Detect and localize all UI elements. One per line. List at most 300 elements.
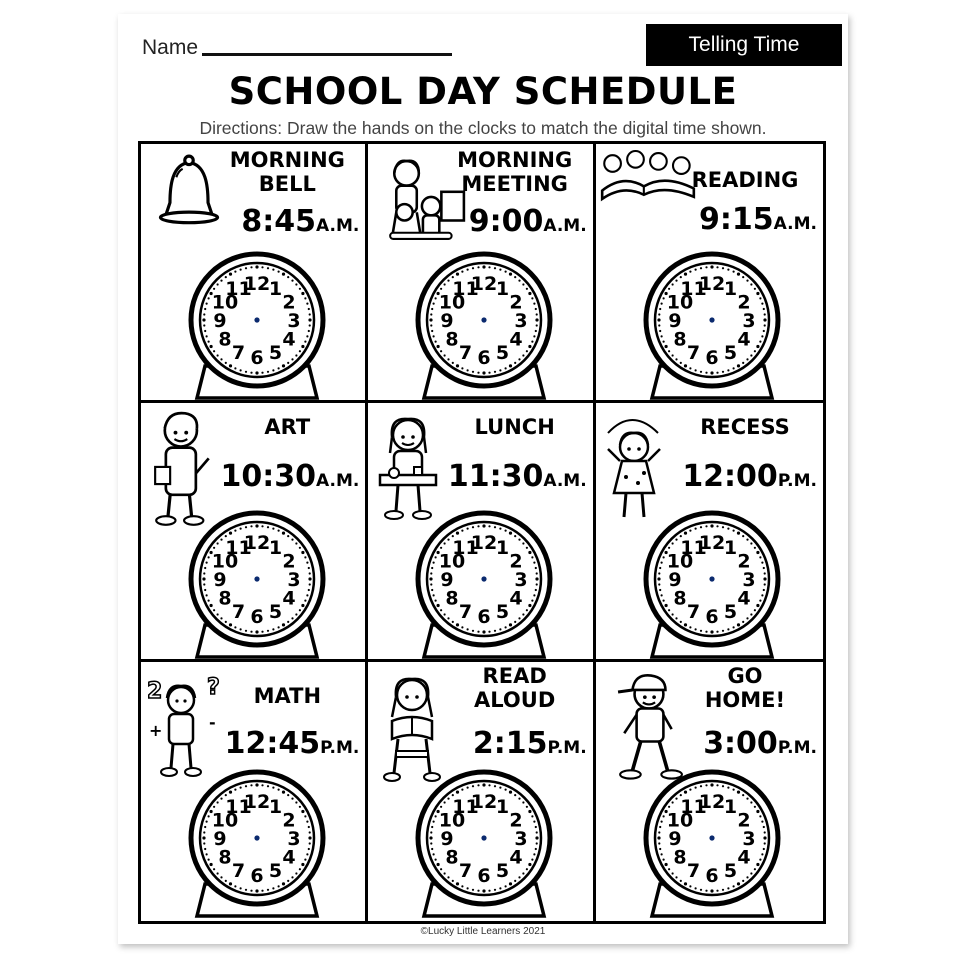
minute-tick xyxy=(483,783,486,786)
clock-number-9: 9 xyxy=(668,310,682,332)
minute-tick xyxy=(657,318,660,321)
minute-tick xyxy=(505,530,507,532)
minute-tick xyxy=(433,303,435,305)
minute-tick xyxy=(529,345,532,348)
minute-tick xyxy=(245,630,247,632)
minute-tick xyxy=(536,831,538,833)
minute-tick xyxy=(217,354,219,356)
minute-tick xyxy=(519,280,521,282)
minute-tick xyxy=(668,288,670,290)
minute-tick xyxy=(448,876,450,878)
minute-tick xyxy=(759,556,761,558)
activity-title xyxy=(445,415,585,439)
activity-title xyxy=(445,148,585,196)
clock-number-2: 2 xyxy=(737,291,751,314)
minute-tick xyxy=(500,528,502,530)
digital-time-digits: 12:00 xyxy=(682,459,778,494)
minute-tick xyxy=(308,848,310,850)
clock-number-8: 8 xyxy=(218,328,232,351)
minute-tick xyxy=(308,577,311,580)
minute-tick xyxy=(694,628,696,630)
clock-number-1: 1 xyxy=(723,796,737,818)
minute-tick xyxy=(659,308,661,310)
minute-tick xyxy=(304,297,306,299)
minute-tick xyxy=(737,791,740,794)
minute-tick xyxy=(662,297,664,299)
clock-number-1: 1 xyxy=(496,796,510,818)
minute-tick xyxy=(234,626,236,628)
minute-tick xyxy=(710,783,713,786)
minute-tick xyxy=(534,335,536,337)
clock-number-12: 12 xyxy=(243,532,271,554)
minute-tick xyxy=(763,313,765,315)
minute-tick xyxy=(750,613,752,615)
minute-tick xyxy=(250,266,252,268)
clock-number-10: 10 xyxy=(666,291,693,314)
digital-time-meridiem: A.M. xyxy=(773,214,817,234)
minute-tick xyxy=(759,815,761,817)
minute-tick xyxy=(722,371,724,373)
svg-text:?: ? xyxy=(207,675,220,700)
minute-tick xyxy=(675,617,677,619)
copyright-footer: ©Lucky Little Learners 2021 xyxy=(420,926,546,937)
clock-number-3: 3 xyxy=(287,828,301,850)
minute-tick xyxy=(272,528,274,530)
minute-tick xyxy=(494,526,496,528)
minute-tick xyxy=(213,350,215,352)
minute-tick xyxy=(287,794,289,796)
minute-tick xyxy=(217,542,219,544)
clock-number-11: 11 xyxy=(679,278,707,300)
minute-tick xyxy=(753,547,755,549)
minute-tick xyxy=(762,567,764,569)
minute-tick xyxy=(500,887,502,889)
minute-tick xyxy=(467,269,469,271)
clock-number-7: 7 xyxy=(459,342,473,364)
minute-tick xyxy=(534,594,536,596)
activity-title-line: LUNCH xyxy=(474,415,555,439)
minute-tick xyxy=(308,826,310,828)
schedule-grid xyxy=(138,141,826,924)
minute-tick xyxy=(472,785,474,787)
minute-tick xyxy=(287,880,289,882)
clock-number-9: 9 xyxy=(668,569,682,591)
digital-time-meridiem: P.M. xyxy=(777,471,817,491)
clock-number-5: 5 xyxy=(268,342,283,364)
minute-tick xyxy=(431,589,433,591)
directions-text: Directions: Draw the hands on the clocks to match the digital time shown. xyxy=(199,118,767,138)
clock-number-6: 6 xyxy=(250,347,264,369)
minute-tick xyxy=(431,567,433,569)
clock-number-3: 3 xyxy=(514,310,528,332)
minute-tick xyxy=(737,364,740,367)
clock-number-12: 12 xyxy=(471,791,498,813)
clock-number-2: 2 xyxy=(737,550,751,573)
minute-tick xyxy=(452,621,454,623)
minute-tick xyxy=(213,609,215,611)
minute-tick xyxy=(210,345,213,348)
minute-tick xyxy=(203,313,205,315)
minute-tick xyxy=(261,890,263,892)
clock-number-4: 4 xyxy=(737,846,751,869)
minute-tick xyxy=(208,600,210,602)
clock-number-2: 2 xyxy=(509,291,523,314)
minute-tick xyxy=(444,354,446,356)
minute-tick xyxy=(261,631,263,633)
minute-tick xyxy=(299,609,301,611)
minute-tick xyxy=(433,335,435,337)
minute-tick xyxy=(467,628,469,630)
minute-tick xyxy=(523,613,525,615)
minute-tick xyxy=(494,371,496,373)
minute-tick xyxy=(746,876,748,878)
clock-center-dot xyxy=(254,576,259,581)
minute-tick xyxy=(240,528,242,530)
minute-tick xyxy=(272,628,274,630)
minute-tick xyxy=(267,526,269,528)
schedule-cell-6 xyxy=(596,403,823,662)
minute-tick xyxy=(472,889,474,891)
digital-time-meridiem: A.M. xyxy=(316,471,360,491)
minute-tick xyxy=(750,354,752,356)
minute-tick xyxy=(526,547,528,549)
minute-tick xyxy=(671,801,673,803)
minute-tick xyxy=(431,313,433,315)
minute-tick xyxy=(440,609,442,611)
minute-tick xyxy=(240,269,242,271)
analog-clock-face[interactable] xyxy=(183,507,331,662)
minute-tick xyxy=(689,367,691,369)
clock-number-10: 10 xyxy=(666,809,693,832)
clock-number-10: 10 xyxy=(439,550,466,573)
minute-tick xyxy=(472,267,474,269)
minute-tick xyxy=(250,525,252,527)
minute-tick xyxy=(536,313,538,315)
activity-title xyxy=(675,664,815,712)
minute-tick xyxy=(763,831,765,833)
minute-tick xyxy=(291,798,293,800)
minute-tick xyxy=(494,630,496,632)
minute-tick xyxy=(668,350,670,352)
schedule-cell-2 xyxy=(368,144,595,403)
minute-tick xyxy=(240,887,242,889)
minute-tick xyxy=(255,783,258,786)
minute-tick xyxy=(208,297,210,299)
minute-tick xyxy=(202,577,205,580)
minute-tick xyxy=(204,308,206,310)
bell-icon xyxy=(157,154,221,228)
minute-tick xyxy=(722,785,724,787)
minute-tick xyxy=(689,885,691,887)
minute-tick xyxy=(750,542,752,544)
minute-tick xyxy=(658,313,660,315)
minute-tick xyxy=(762,308,764,310)
clock-number-3: 3 xyxy=(742,310,756,332)
minute-tick xyxy=(722,267,724,269)
minute-tick xyxy=(505,789,507,791)
minute-tick xyxy=(700,267,702,269)
minute-tick xyxy=(514,794,516,796)
clock-number-4: 4 xyxy=(509,587,523,610)
minute-tick xyxy=(433,821,435,823)
minute-tick xyxy=(689,789,691,791)
minute-tick xyxy=(664,604,667,607)
clock-number-6: 6 xyxy=(477,606,491,628)
minute-tick xyxy=(435,297,437,299)
minute-tick xyxy=(206,821,208,823)
digital-time xyxy=(241,204,359,239)
digital-time-meridiem: A.M. xyxy=(543,216,587,236)
minute-tick xyxy=(440,288,442,290)
minute-tick xyxy=(710,889,713,892)
analog-clock-face[interactable] xyxy=(410,507,558,662)
minute-tick xyxy=(505,271,507,273)
minute-tick xyxy=(245,267,247,269)
clock-center-dot xyxy=(482,317,487,322)
minute-tick xyxy=(206,562,208,564)
clock-number-7: 7 xyxy=(231,342,246,364)
minute-tick xyxy=(727,369,729,371)
clock-number-9: 9 xyxy=(213,310,227,332)
minute-tick xyxy=(220,358,222,360)
minute-tick xyxy=(750,801,752,803)
minute-tick xyxy=(534,562,536,564)
minute-tick xyxy=(448,358,450,360)
digital-time xyxy=(469,204,587,239)
minute-tick xyxy=(658,842,660,844)
minute-tick xyxy=(272,369,274,371)
minute-tick xyxy=(213,806,215,808)
clock-number-4: 4 xyxy=(509,328,523,351)
minute-tick xyxy=(240,369,242,371)
clock-number-2: 2 xyxy=(737,809,751,832)
minute-tick xyxy=(306,335,308,337)
minute-tick xyxy=(462,885,464,887)
clock-center-dot xyxy=(254,835,259,840)
minute-tick xyxy=(299,547,301,549)
minute-tick xyxy=(448,798,450,800)
minute-tick xyxy=(456,273,459,276)
clock-number-6: 6 xyxy=(477,865,491,887)
minute-tick xyxy=(462,530,464,532)
minute-tick xyxy=(526,806,528,808)
minute-tick xyxy=(705,266,707,268)
minute-tick xyxy=(684,364,687,367)
minute-tick xyxy=(536,318,539,321)
minute-tick xyxy=(444,283,446,285)
clock-number-4: 4 xyxy=(737,587,751,610)
minute-tick xyxy=(722,889,724,891)
minute-tick xyxy=(710,371,713,374)
minute-tick xyxy=(762,330,764,332)
digital-time-digits: 9:15 xyxy=(699,202,774,237)
minute-tick xyxy=(500,369,502,371)
minute-tick xyxy=(489,890,491,892)
minute-tick xyxy=(737,882,740,885)
clock-number-8: 8 xyxy=(445,328,459,351)
clock-number-10: 10 xyxy=(211,291,239,314)
minute-tick xyxy=(710,524,713,527)
minute-tick xyxy=(742,276,744,278)
minute-tick xyxy=(694,269,696,271)
minute-tick xyxy=(245,371,247,373)
minute-tick xyxy=(202,836,205,839)
minute-tick xyxy=(304,859,306,861)
minute-tick xyxy=(657,577,660,580)
minute-tick xyxy=(213,288,215,290)
minute-tick xyxy=(763,577,766,580)
minute-tick xyxy=(448,539,450,541)
minute-tick xyxy=(662,600,664,602)
analog-clock-face[interactable] xyxy=(638,248,786,403)
minute-tick xyxy=(489,784,491,786)
minute-tick xyxy=(210,604,213,607)
minute-tick xyxy=(431,826,433,828)
clock-number-3: 3 xyxy=(742,828,756,850)
minute-tick xyxy=(536,583,538,585)
analog-clock-face[interactable] xyxy=(638,766,786,921)
analog-clock-face[interactable] xyxy=(410,248,558,403)
minute-tick xyxy=(737,273,740,276)
minute-tick xyxy=(727,628,729,630)
minute-tick xyxy=(659,330,661,332)
digital-time-digits: 8:45 xyxy=(241,204,317,239)
minute-tick xyxy=(519,539,521,541)
minute-tick xyxy=(742,535,744,537)
minute-tick xyxy=(705,784,707,786)
svg-text:-: - xyxy=(209,713,216,732)
minute-tick xyxy=(662,815,664,817)
minute-tick xyxy=(668,806,670,808)
activity-title xyxy=(217,415,357,439)
minute-tick xyxy=(671,283,673,285)
minute-tick xyxy=(489,525,491,527)
digital-time-digits: 12:45 xyxy=(224,726,321,761)
minute-tick xyxy=(535,826,537,828)
minute-tick xyxy=(535,589,537,591)
minute-tick xyxy=(462,789,464,791)
digital-time-digits: 10:30 xyxy=(220,459,317,494)
minute-tick xyxy=(456,882,459,885)
minute-tick xyxy=(535,848,537,850)
minute-tick xyxy=(534,853,536,855)
minute-tick xyxy=(282,532,285,535)
minute-tick xyxy=(705,525,707,527)
minute-tick xyxy=(514,621,516,623)
clock-number-9: 9 xyxy=(440,569,454,591)
minute-tick xyxy=(684,273,687,276)
minute-tick xyxy=(509,623,512,626)
minute-tick xyxy=(657,836,660,839)
minute-tick xyxy=(467,787,469,789)
minute-tick xyxy=(306,821,308,823)
minute-tick xyxy=(478,631,480,633)
minute-tick xyxy=(679,362,681,364)
minute-tick xyxy=(505,367,507,369)
clock-number-7: 7 xyxy=(686,860,700,882)
minute-tick xyxy=(660,821,662,823)
minute-tick xyxy=(220,798,222,800)
minute-tick xyxy=(261,266,263,268)
name-line[interactable] xyxy=(202,53,452,56)
clock-number-7: 7 xyxy=(231,601,246,623)
clock-number-7: 7 xyxy=(231,860,246,882)
minute-tick xyxy=(203,572,205,574)
clock-number-11: 11 xyxy=(452,278,480,300)
minute-tick xyxy=(722,630,724,632)
minute-tick xyxy=(444,872,446,874)
clock-center-dot xyxy=(254,317,259,322)
analog-clock-face[interactable] xyxy=(410,766,558,921)
minute-tick xyxy=(761,335,763,337)
analog-clock-face[interactable] xyxy=(183,248,331,403)
schedule-cell-1 xyxy=(141,144,368,403)
minute-tick xyxy=(435,556,437,558)
minute-tick xyxy=(299,806,301,808)
clock-number-10: 10 xyxy=(666,550,693,573)
minute-tick xyxy=(272,269,274,271)
clock-number-6: 6 xyxy=(705,865,719,887)
clock-number-8: 8 xyxy=(673,587,687,610)
minute-tick xyxy=(437,345,440,348)
minute-tick xyxy=(309,842,311,844)
minute-tick xyxy=(206,594,208,596)
minute-tick xyxy=(532,556,534,558)
minute-tick xyxy=(494,889,496,891)
clock-number-5: 5 xyxy=(723,860,737,882)
clock-number-11: 11 xyxy=(452,796,480,818)
minute-tick xyxy=(448,280,450,282)
clock-number-6: 6 xyxy=(250,606,264,628)
clock-number-11: 11 xyxy=(225,278,252,300)
minute-tick xyxy=(287,362,289,364)
minute-tick xyxy=(500,269,502,271)
minute-tick xyxy=(295,613,297,615)
minute-tick xyxy=(753,350,755,352)
minute-tick xyxy=(295,354,297,356)
analog-clock-face[interactable] xyxy=(183,766,331,921)
minute-tick xyxy=(762,848,764,850)
minute-tick xyxy=(291,539,293,541)
minute-tick xyxy=(437,604,440,607)
minute-tick xyxy=(435,859,437,861)
digital-time xyxy=(221,459,360,494)
clock-number-2: 2 xyxy=(282,291,296,314)
minute-tick xyxy=(536,842,538,844)
activity-title-line: ART xyxy=(264,415,311,439)
minute-tick xyxy=(456,623,459,626)
minute-tick xyxy=(659,848,661,850)
minute-tick xyxy=(204,826,206,828)
name-row xyxy=(142,30,452,60)
minute-tick xyxy=(272,787,274,789)
analog-clock-face[interactable] xyxy=(638,507,786,662)
minute-tick xyxy=(309,313,311,315)
minute-tick xyxy=(478,525,480,527)
digital-time-digits: 11:30 xyxy=(447,459,544,494)
minute-tick xyxy=(304,556,306,558)
minute-tick xyxy=(519,798,521,800)
minute-tick xyxy=(660,335,662,337)
minute-tick xyxy=(753,288,755,290)
minute-tick xyxy=(664,345,667,348)
activity-title xyxy=(675,415,815,439)
minute-tick xyxy=(500,628,502,630)
clock-number-8: 8 xyxy=(218,587,232,610)
clock-number-5: 5 xyxy=(268,601,283,623)
minute-tick xyxy=(532,600,534,602)
minute-tick xyxy=(759,600,761,602)
